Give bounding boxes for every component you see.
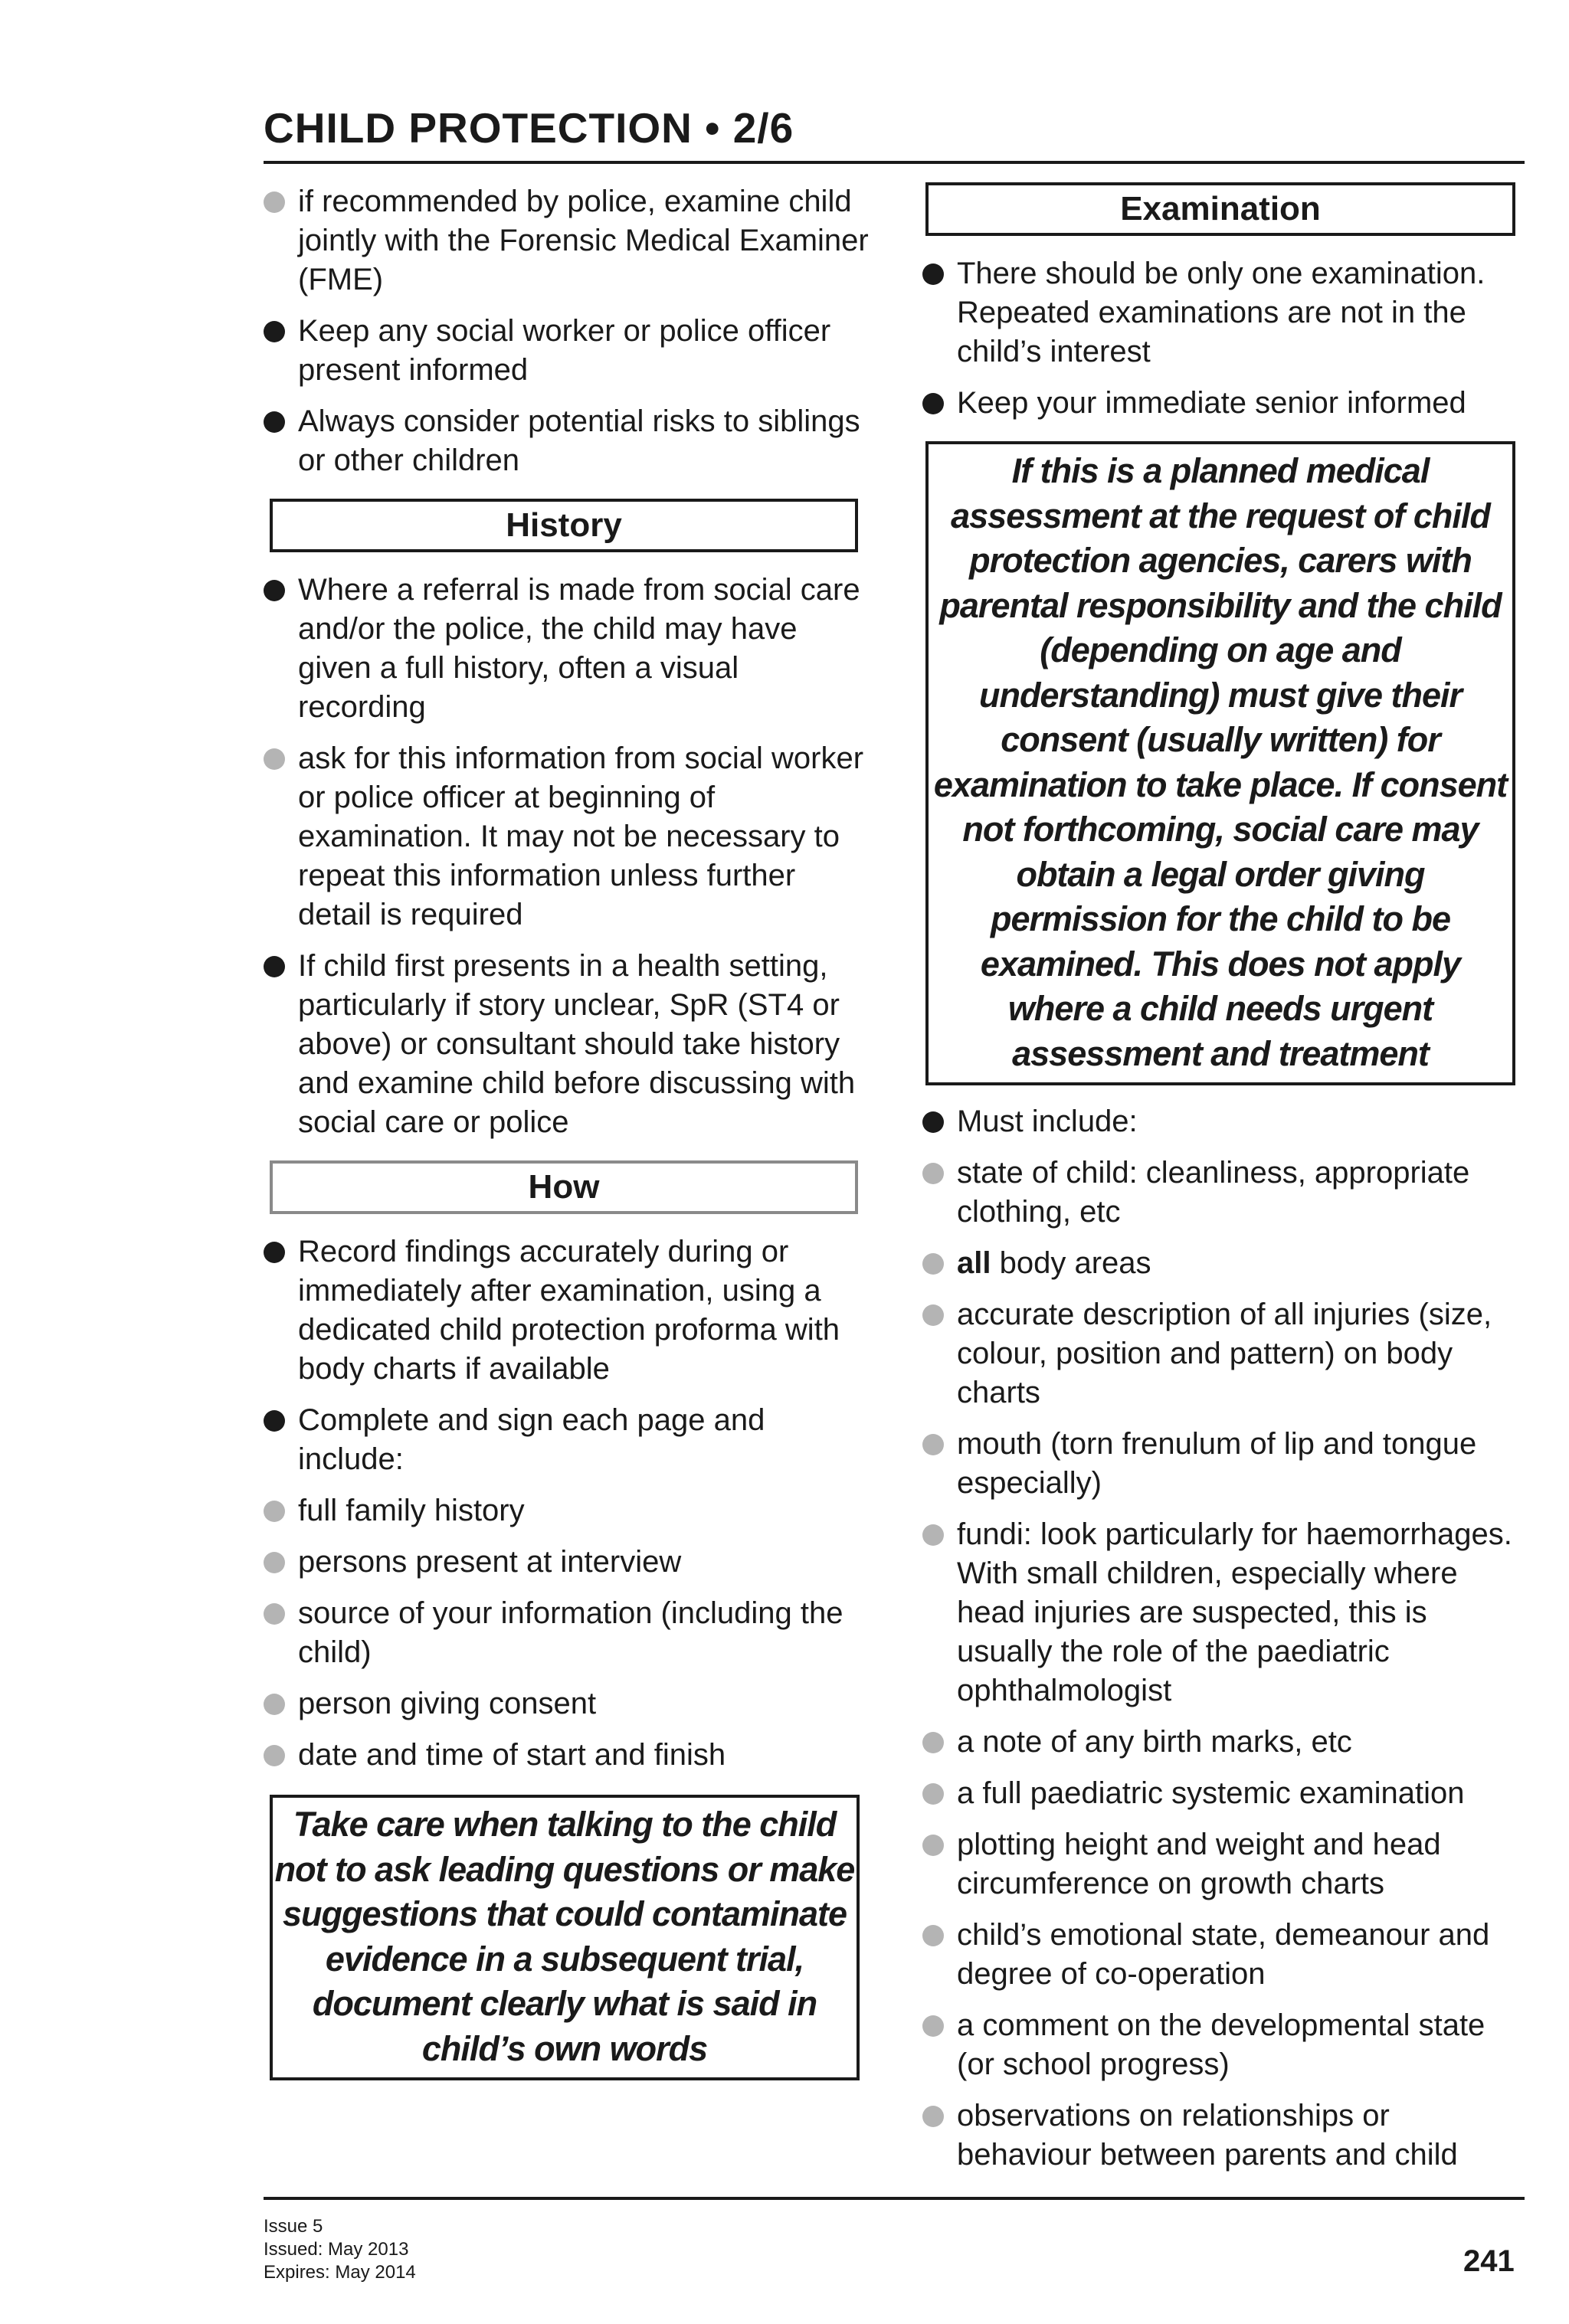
bullet-text: There should be only one examination. Repeated examinations are not in the child’s interest: [957, 257, 1485, 368]
bullet-text: mouth (torn frenulum of lip and tongue especially): [957, 1427, 1477, 1500]
grey-bullet-icon: [264, 1694, 285, 1715]
bullet-item: [922, 1825, 1528, 1903]
bullet-item: [922, 1102, 1528, 1141]
how-list: [264, 1232, 869, 1775]
bullet-text: fundi: look particularly for haemorrhages. With small children, especially where head injuries are suspected, this is usually the role of the paediatric ophthalmologist: [957, 1517, 1512, 1707]
grey-bullet-icon: [264, 748, 285, 770]
bullet-text: Where a referral is made from social care and/or the police, the child may have given a full history, often a visual recording: [298, 573, 860, 724]
bullet-emphasis: all: [957, 1246, 991, 1280]
grey-bullet-icon: [922, 1925, 944, 1946]
bullet-item: [264, 571, 869, 727]
grey-bullet-icon: [922, 1835, 944, 1856]
bullet-item: [922, 1723, 1528, 1762]
footer-divider: [264, 2197, 1525, 2200]
bullet-text: person giving consent: [298, 1687, 597, 1720]
grey-bullet-icon: [922, 1524, 944, 1546]
bullet-item: [922, 2006, 1528, 2084]
bullet-text: Must include:: [957, 1105, 1138, 1138]
black-bullet-icon: [264, 321, 285, 342]
history-heading: History: [270, 499, 858, 552]
bullet-text: state of child: cleanliness, appropriate clothing, etc: [957, 1156, 1470, 1229]
bullet-text: Complete and sign each page and include:: [298, 1403, 765, 1476]
exam-list: [922, 254, 1528, 423]
issue-number: Issue 5: [264, 2216, 323, 2237]
grey-bullet-icon: [922, 1304, 944, 1326]
intro-list: [264, 182, 869, 480]
bullet-text: date and time of start and finish: [298, 1738, 726, 1772]
bullet-text: child’s emotional state, demeanour and degree of co-operation: [957, 1918, 1490, 1991]
right-column: [922, 182, 1528, 2187]
bullet-text: a comment on the developmental state (or school progress): [957, 2008, 1485, 2081]
bullet-text: source of your information (including the child): [298, 1596, 843, 1669]
bullet-text: accurate description of all injuries (size, colour, position and pattern) on body charts: [957, 1298, 1492, 1409]
bullet-item: [264, 739, 869, 935]
bullet-item: [264, 1594, 869, 1672]
examination-heading: Examination: [925, 182, 1515, 236]
grey-bullet-icon: [922, 2015, 944, 2037]
bullet-item: [264, 1491, 869, 1530]
bullet-text: full family history: [298, 1494, 525, 1527]
bullet-item: [922, 1916, 1528, 1994]
bullet-item: [264, 402, 869, 480]
grey-bullet-icon: [922, 1163, 944, 1184]
bullet-text: a full paediatric systemic examination: [957, 1776, 1465, 1810]
black-bullet-icon: [264, 411, 285, 433]
grey-bullet-icon: [264, 191, 285, 213]
bullet-item: [264, 312, 869, 390]
history-list: [264, 571, 869, 1142]
bullet-item: [922, 1425, 1528, 1503]
black-bullet-icon: [922, 1111, 944, 1133]
grey-bullet-icon: [264, 1552, 285, 1573]
bullet-text: [957, 1244, 1528, 1283]
bullet-item: [922, 1774, 1528, 1813]
bullet-text: ask for this information from social worker or police officer at beginning of examination. It may not be necessary to repeat this information unless further detail is required: [298, 741, 864, 931]
bullet-text: If child first presents in a health setting, particularly if story unclear, SpR (ST4 or above) or consultant should take history and examine child before discussing with social care or police: [298, 949, 856, 1139]
how-heading: How: [270, 1160, 858, 1214]
grey-bullet-icon: [264, 1603, 285, 1625]
grey-bullet-icon: [264, 1501, 285, 1522]
bullet-item: [922, 1244, 1528, 1283]
bullet-item: [922, 254, 1528, 372]
grey-bullet-icon: [922, 2106, 944, 2127]
expiry-date: Expires: May 2014: [264, 2262, 416, 2283]
bullet-item: [264, 1684, 869, 1723]
black-bullet-icon: [264, 956, 285, 977]
leading-questions-warning: Take care when talking to the child not to ask leading questions or make suggestions that could contaminate evidence in a subsequent trial, document clearly what is said in child’s own words: [270, 1795, 860, 2080]
bullet-text: plotting height and weight and head circumference on growth charts: [957, 1828, 1441, 1900]
grey-bullet-icon: [922, 1434, 944, 1455]
bullet-text: Keep your immediate senior informed: [957, 386, 1466, 420]
bullet-text: if recommended by police, examine child jointly with the Forensic Medical Examiner (FME): [298, 185, 869, 296]
bullet-text-rest: body areas: [991, 1246, 1151, 1280]
header-divider: [264, 161, 1525, 164]
bullet-text: a note of any birth marks, etc: [957, 1725, 1352, 1759]
bullet-item: [922, 1295, 1528, 1412]
page-number: 241: [1463, 2244, 1515, 2278]
bullet-item: [264, 1401, 869, 1479]
bullet-item: [264, 1736, 869, 1775]
bullet-item: [264, 947, 869, 1142]
left-column: [264, 182, 869, 2080]
bullet-text: Keep any social worker or police officer present informed: [298, 314, 831, 387]
bullet-text: Always consider potential risks to siblings or other children: [298, 404, 860, 477]
bullet-item: [264, 1543, 869, 1582]
grey-bullet-icon: [922, 1253, 944, 1275]
black-bullet-icon: [264, 580, 285, 601]
issue-info: [264, 2215, 416, 2284]
bullet-item: [922, 1515, 1528, 1710]
grey-bullet-icon: [264, 1745, 285, 1766]
black-bullet-icon: [922, 393, 944, 414]
include-list: [922, 1102, 1528, 2175]
grey-bullet-icon: [922, 1783, 944, 1805]
bullet-item: [922, 2097, 1528, 2175]
bullet-item: [264, 182, 869, 300]
bullet-text: observations on relationships or behaviour between parents and child: [957, 2099, 1458, 2172]
black-bullet-icon: [264, 1410, 285, 1432]
consent-notice: If this is a planned medical assessment at the request of child protection agencies, carers with parental responsibility and the child (depending on age and understanding) must give their consent (usually written) for examination to take place. If consent not forthcoming, social care may obtain a legal order giving permission for the child to be examined. This does not apply where a child needs urgent assessment and treatment: [925, 441, 1515, 1085]
grey-bullet-icon: [922, 1732, 944, 1753]
bullet-text: persons present at interview: [298, 1545, 682, 1579]
black-bullet-icon: [264, 1242, 285, 1263]
page-title: CHILD PROTECTION • 2/6: [264, 104, 794, 152]
bullet-item: [922, 1154, 1528, 1232]
bullet-item: [264, 1232, 869, 1389]
bullet-text: Record findings accurately during or immediately after examination, using a dedicated child protection proforma with body charts if available: [298, 1235, 840, 1386]
bullet-item: [922, 384, 1528, 423]
black-bullet-icon: [922, 263, 944, 285]
issued-date: Issued: May 2013: [264, 2239, 409, 2260]
